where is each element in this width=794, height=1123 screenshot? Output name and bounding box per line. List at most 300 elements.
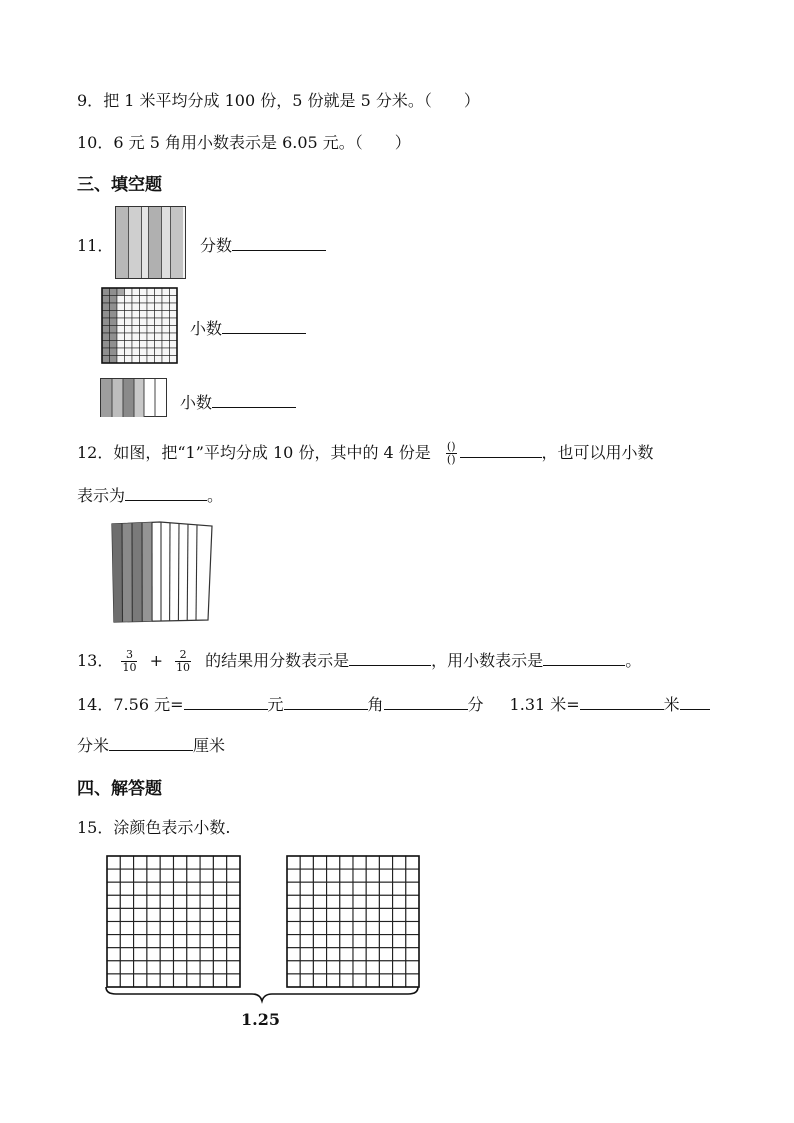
grid-cell <box>327 948 340 961</box>
grid-cell <box>160 882 173 895</box>
grid-cell <box>327 882 340 895</box>
fraction-placeholder <box>446 441 457 466</box>
grid-cell <box>406 869 419 882</box>
grid-cell <box>313 908 326 921</box>
grid-cell <box>406 882 419 895</box>
coloring-grid-2[interactable] <box>286 855 420 988</box>
grid-cell <box>102 348 110 356</box>
grid-cell <box>366 922 379 935</box>
grid-cell <box>107 869 120 882</box>
grid-cell <box>107 961 120 974</box>
grid-cell <box>110 341 118 349</box>
grid-cell <box>313 856 326 869</box>
grid-cell <box>134 882 147 895</box>
grid-cell <box>147 341 155 349</box>
figure-hundred-grid-shaded <box>101 287 178 364</box>
grid-cell <box>213 856 226 869</box>
grid-cell <box>147 288 155 296</box>
answer-blank[interactable] <box>184 708 268 710</box>
section-heading-fill-in: 三、填空题 <box>77 175 162 195</box>
grid-cell <box>147 948 160 961</box>
coloring-grid-1[interactable] <box>106 855 241 988</box>
grid-cell <box>155 288 163 296</box>
grid-cell <box>300 935 313 948</box>
grid-cell <box>162 348 170 356</box>
grid-cell <box>227 922 240 935</box>
grid-cell <box>140 356 148 364</box>
grid-cell <box>160 908 173 921</box>
grid-cell <box>200 935 213 948</box>
grid-cell <box>102 326 110 334</box>
grid-cell <box>155 318 163 326</box>
grid-cell <box>353 856 366 869</box>
grid-cell <box>147 961 160 974</box>
grid-cell <box>300 922 313 935</box>
grid-cell <box>117 288 125 296</box>
grid-cell <box>147 856 160 869</box>
grid-cell <box>102 333 110 341</box>
answer-blank[interactable] <box>232 249 326 251</box>
grid-cell <box>125 341 133 349</box>
grid-cell <box>147 882 160 895</box>
unit-label: 分 <box>467 695 484 714</box>
fraction-denominator: 10 <box>176 661 191 674</box>
grid-cell <box>353 922 366 935</box>
grid-cell <box>120 922 133 935</box>
fraction-numerator: 2 <box>179 648 187 661</box>
grid-cell <box>379 882 392 895</box>
question-14-line-1 <box>77 692 710 715</box>
grid-cell <box>393 895 406 908</box>
grid-cell <box>213 922 226 935</box>
grid-cell <box>379 895 392 908</box>
question-text: 7.56 元= <box>113 695 184 714</box>
grid-cell <box>140 326 148 334</box>
question-number: 14． <box>77 695 114 714</box>
section-heading-solve: 四、解答题 <box>77 779 162 799</box>
grid-cell <box>117 326 125 334</box>
grid-cell <box>170 333 178 341</box>
question-text: ，也可以用小数 <box>541 443 654 462</box>
grid-cell <box>393 948 406 961</box>
grid-cell <box>340 869 353 882</box>
grid-cell <box>187 908 200 921</box>
question-text: 6 元 5 角用小数表示是 6.05 元。（ ） <box>113 133 411 152</box>
grid-cell <box>147 326 155 334</box>
grid-cell <box>200 895 213 908</box>
grid-cell <box>340 935 353 948</box>
grid-cell <box>379 961 392 974</box>
grid-cell <box>353 948 366 961</box>
grid-cell <box>227 895 240 908</box>
fraction-2-10 <box>175 649 191 674</box>
question-10 <box>77 130 411 153</box>
question-9 <box>77 88 480 111</box>
grid-cell <box>393 935 406 948</box>
grid-cell <box>287 948 300 961</box>
question-number: 11． <box>77 236 114 255</box>
grid-cell <box>140 341 148 349</box>
figure-striped-rectangle <box>115 206 187 279</box>
grid-cell <box>287 935 300 948</box>
figure-tenths-strip <box>100 378 168 418</box>
grid-cell <box>170 341 178 349</box>
grid-cell <box>200 908 213 921</box>
grid-cell <box>200 922 213 935</box>
grid-cell <box>147 908 160 921</box>
grid-cell <box>174 869 187 882</box>
answer-blank[interactable] <box>384 708 468 710</box>
grid-cell <box>227 935 240 948</box>
grid-cell <box>187 961 200 974</box>
question-text: 。 <box>207 486 224 505</box>
grid-cell <box>140 303 148 311</box>
grid-cell <box>227 948 240 961</box>
fraction-denominator: () <box>446 453 456 466</box>
grid-cell <box>170 288 178 296</box>
grid-cell <box>132 288 140 296</box>
question-text: 。 <box>625 651 642 670</box>
grid-cell <box>120 869 133 882</box>
grid-cell <box>140 333 148 341</box>
grid-cell <box>120 882 133 895</box>
grid-cell <box>213 882 226 895</box>
grid-cell <box>287 961 300 974</box>
grid-cell <box>117 303 125 311</box>
grid-cell <box>102 318 110 326</box>
grid-cell <box>170 326 178 334</box>
grid-cell <box>147 922 160 935</box>
grid-cell <box>379 935 392 948</box>
grid-cell <box>170 311 178 319</box>
grid-cell <box>313 869 326 882</box>
grid-cell <box>102 288 110 296</box>
grid-cell <box>147 869 160 882</box>
grid-cell <box>102 296 110 304</box>
grid-cell <box>107 856 120 869</box>
grid-cell <box>147 348 155 356</box>
grid-cell <box>117 311 125 319</box>
decimal-value-label: 1.25 <box>241 1010 280 1029</box>
grid-cell <box>393 922 406 935</box>
unit-label: 角 <box>367 695 384 714</box>
grid-cell <box>125 311 133 319</box>
question-13 <box>77 648 641 674</box>
grid-cell <box>379 922 392 935</box>
grid-cell <box>187 922 200 935</box>
question-12-line-2 <box>77 483 223 506</box>
grid-cell <box>287 922 300 935</box>
grid-cell <box>102 356 110 364</box>
grid-cell <box>134 869 147 882</box>
grid-cell <box>107 908 120 921</box>
answer-blank[interactable] <box>460 456 542 458</box>
grid-cell <box>300 882 313 895</box>
grid-cell <box>327 922 340 935</box>
grid-cell <box>287 856 300 869</box>
answer-blank[interactable] <box>212 406 296 408</box>
grid-cell <box>160 922 173 935</box>
grid-cell <box>406 922 419 935</box>
grid-cell <box>327 895 340 908</box>
grid-cell <box>170 296 178 304</box>
grid-cell <box>140 296 148 304</box>
grid-cell <box>102 311 110 319</box>
grid-cell <box>213 895 226 908</box>
grid-cell <box>393 856 406 869</box>
grid-cell <box>140 311 148 319</box>
grid-cell <box>174 948 187 961</box>
brace-icon <box>104 986 424 1004</box>
grid-cell <box>155 296 163 304</box>
grid-cell <box>117 318 125 326</box>
grid-cell <box>140 288 148 296</box>
question-text: 表示为 <box>77 486 126 505</box>
grid-cell <box>147 356 155 364</box>
grid-cell <box>132 318 140 326</box>
grid-cell <box>200 882 213 895</box>
fill-fraction <box>200 233 326 256</box>
grid-cell <box>134 922 147 935</box>
grid-cell <box>132 303 140 311</box>
grid-cell <box>117 333 125 341</box>
grid-cell <box>340 948 353 961</box>
grid-cell <box>162 356 170 364</box>
grid-cell <box>120 935 133 948</box>
grid-cell <box>300 908 313 921</box>
figure-ten-strips <box>108 520 216 626</box>
grid-cell <box>110 296 118 304</box>
grid-cell <box>287 869 300 882</box>
grid-cell <box>160 948 173 961</box>
grid-cell <box>170 356 178 364</box>
grid-cell <box>134 856 147 869</box>
grid-cell <box>174 961 187 974</box>
grid-cell <box>379 856 392 869</box>
fraction-numerator: () <box>446 440 456 453</box>
grid-cell <box>125 288 133 296</box>
grid-cell <box>379 908 392 921</box>
grid-cell <box>155 356 163 364</box>
grid-cell <box>406 961 419 974</box>
fill-decimal-1 <box>190 316 306 339</box>
grid-cell <box>160 895 173 908</box>
grid-cell <box>120 895 133 908</box>
grid-cell <box>313 895 326 908</box>
grid-cell <box>117 348 125 356</box>
grid-cell <box>227 908 240 921</box>
question-14-line-2 <box>77 733 225 756</box>
grid-cell <box>110 288 118 296</box>
grid-cell <box>174 935 187 948</box>
fill-label: 小数 <box>190 319 223 338</box>
grid-cell <box>287 895 300 908</box>
grid-cell <box>147 296 155 304</box>
answer-blank[interactable] <box>349 664 431 666</box>
grid-cell <box>227 856 240 869</box>
grid-cell <box>174 882 187 895</box>
grid-cell <box>340 908 353 921</box>
grid-cell <box>353 908 366 921</box>
answer-blank[interactable] <box>543 664 625 666</box>
grid-cell <box>174 922 187 935</box>
grid-cell <box>155 348 163 356</box>
grid-cell <box>134 948 147 961</box>
grid-cell <box>147 935 160 948</box>
grid-cell <box>327 869 340 882</box>
grid-cell <box>313 948 326 961</box>
grid-cell <box>340 856 353 869</box>
grid-cell <box>393 908 406 921</box>
question-number: 10． <box>77 133 114 152</box>
grid-cell <box>366 882 379 895</box>
answer-blank[interactable] <box>109 749 193 751</box>
question-text: 把 1 米平均分成 100 份，5 份就是 5 分米。（ ） <box>103 91 480 110</box>
grid-cell <box>174 908 187 921</box>
grid-cell <box>187 948 200 961</box>
grid-cell <box>406 948 419 961</box>
grid-cell <box>366 869 379 882</box>
grid-cell <box>300 895 313 908</box>
grid-cell <box>313 882 326 895</box>
grid-cell <box>327 908 340 921</box>
grid-cell <box>147 895 160 908</box>
grid-cell <box>132 348 140 356</box>
grid-cell <box>300 948 313 961</box>
grid-cell <box>110 326 118 334</box>
grid-cell <box>200 961 213 974</box>
grid-cell <box>110 318 118 326</box>
grid-cell <box>213 961 226 974</box>
grid-cell <box>213 908 226 921</box>
grid-cell <box>162 288 170 296</box>
grid-cell <box>187 869 200 882</box>
grid-cell <box>227 882 240 895</box>
grid-cell <box>134 908 147 921</box>
grid-cell <box>125 303 133 311</box>
answer-blank[interactable] <box>222 332 306 334</box>
grid-cell <box>132 341 140 349</box>
unit-label: 厘米 <box>193 736 226 755</box>
grid-cell <box>170 318 178 326</box>
grid-cell <box>366 908 379 921</box>
grid-cell <box>313 935 326 948</box>
grid-cell <box>140 318 148 326</box>
grid-cell <box>102 341 110 349</box>
grid-cell <box>200 869 213 882</box>
answer-blank[interactable] <box>580 708 664 710</box>
answer-blank[interactable] <box>284 708 368 710</box>
grid-cell <box>132 356 140 364</box>
grid-cell <box>287 908 300 921</box>
fraction-numerator: 3 <box>125 648 133 661</box>
grid-cell <box>187 856 200 869</box>
unit-label: 米 <box>663 695 680 714</box>
grid-cell <box>147 311 155 319</box>
grid-cell <box>162 341 170 349</box>
grid-cell <box>120 856 133 869</box>
grid-cell <box>353 882 366 895</box>
grid-cell <box>110 303 118 311</box>
unit-label: 分米 <box>77 736 110 755</box>
answer-blank[interactable] <box>125 499 207 501</box>
question-text: 涂颜色表示小数. <box>113 818 231 837</box>
grid-cell <box>160 961 173 974</box>
grid-cell <box>125 356 133 364</box>
grid-cell <box>107 948 120 961</box>
grid-cell <box>110 356 118 364</box>
grid-cell <box>327 935 340 948</box>
grid-cell <box>170 303 178 311</box>
grid-cell <box>300 869 313 882</box>
grid-cell <box>107 882 120 895</box>
grid-cell <box>132 326 140 334</box>
grid-cell <box>162 296 170 304</box>
grid-cell <box>162 318 170 326</box>
grid-cell <box>200 948 213 961</box>
fill-decimal-2 <box>180 390 296 413</box>
grid-cell <box>406 908 419 921</box>
question-text: 的结果用分数表示是 <box>205 651 350 670</box>
question-number: 9． <box>77 91 104 110</box>
plus-sign: + <box>149 651 163 670</box>
grid-cell <box>340 961 353 974</box>
grid-cell <box>117 296 125 304</box>
grid-cell <box>287 882 300 895</box>
grid-cell <box>174 895 187 908</box>
grid-cell <box>155 326 163 334</box>
grid-cell <box>313 922 326 935</box>
grid-cell <box>393 882 406 895</box>
question-number: 15． <box>77 818 114 837</box>
grid-cell <box>187 882 200 895</box>
question-text: 1.31 米= <box>509 695 580 714</box>
grid-cell <box>353 869 366 882</box>
grid-cell <box>110 348 118 356</box>
grid-cell <box>120 908 133 921</box>
grid-cell <box>160 869 173 882</box>
answer-blank[interactable] <box>680 708 710 710</box>
grid-cell <box>125 326 133 334</box>
grid-cell <box>134 895 147 908</box>
grid-cell <box>162 333 170 341</box>
grid-cell <box>366 948 379 961</box>
grid-cell <box>187 895 200 908</box>
grid-cell <box>406 856 419 869</box>
grid-cell <box>125 318 133 326</box>
grid-cell <box>313 961 326 974</box>
grid-cell <box>120 948 133 961</box>
question-number: 13． <box>77 651 114 670</box>
grid-cell <box>160 856 173 869</box>
grid-cell <box>107 922 120 935</box>
grid-cell <box>327 961 340 974</box>
grid-cell <box>340 895 353 908</box>
grid-cell <box>107 895 120 908</box>
grid-cell <box>340 882 353 895</box>
grid-cell <box>125 333 133 341</box>
grid-cell <box>227 869 240 882</box>
fraction-denominator: 10 <box>122 661 137 674</box>
grid-cell <box>366 895 379 908</box>
grid-cell <box>117 341 125 349</box>
grid-cell <box>174 856 187 869</box>
grid-cell <box>393 961 406 974</box>
question-12-line-1 <box>77 440 654 466</box>
grid-cell <box>134 935 147 948</box>
grid-cell <box>162 311 170 319</box>
grid-cell <box>132 333 140 341</box>
